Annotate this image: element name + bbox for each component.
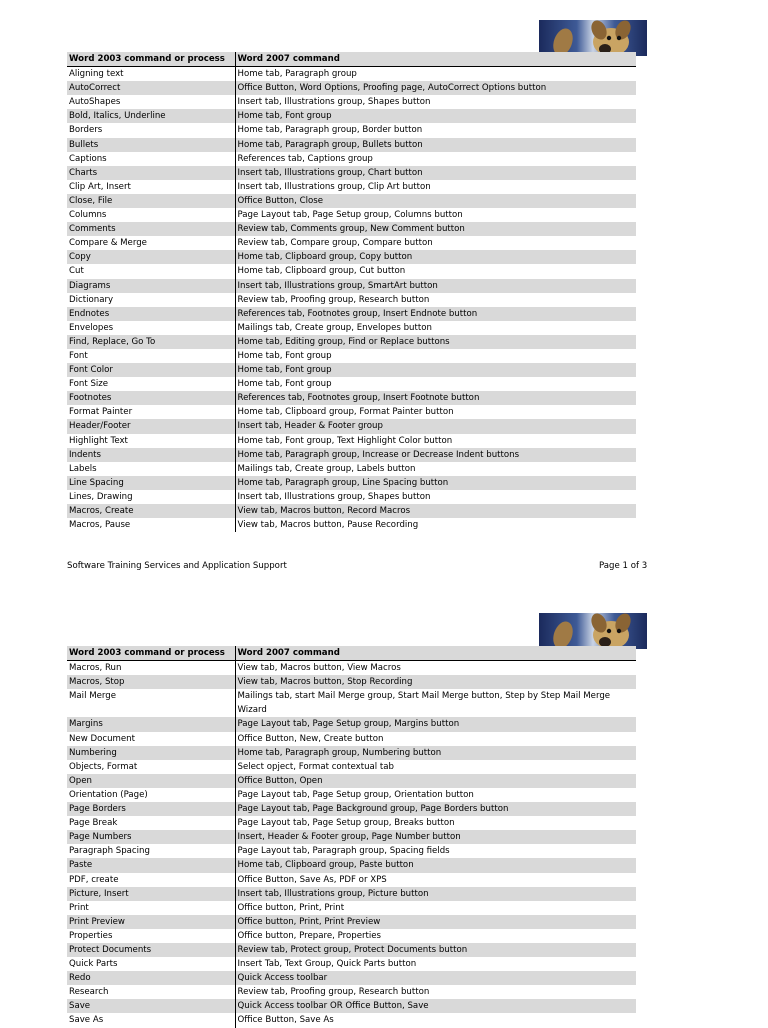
word-2007-command: Home tab, Font group, Text Highlight Color button bbox=[235, 434, 636, 448]
table-row bbox=[67, 858, 636, 872]
word-2003-command: Margins bbox=[67, 717, 235, 731]
table-row bbox=[67, 208, 636, 222]
table-row bbox=[67, 971, 636, 985]
word-2007-command: Insert tab, Illustrations group, Chart button bbox=[235, 166, 636, 180]
word-2003-command: Protect Documents bbox=[67, 943, 235, 957]
table-row bbox=[67, 929, 636, 943]
word-2003-command: Clip Art, Insert bbox=[67, 180, 235, 194]
table-row bbox=[67, 293, 636, 307]
word-2003-command: Macros, Stop bbox=[67, 675, 235, 689]
footer-page-number: Page 1 of 3 bbox=[599, 561, 648, 571]
word-2007-command: Page Layout tab, Paragraph group, Spacing fields bbox=[235, 844, 636, 858]
word-2007-command: Quick Access toolbar bbox=[235, 971, 636, 985]
word-2007-command: Insert tab, Illustrations group, SmartArt button bbox=[235, 279, 636, 293]
word-2007-command: Review tab, Protect group, Protect Documents button bbox=[235, 943, 636, 957]
word-2007-command: Insert, Header & Footer group, Page Number button bbox=[235, 830, 636, 844]
table-row bbox=[67, 321, 636, 335]
word-2007-command: References tab, Footnotes group, Insert Footnote button bbox=[235, 391, 636, 405]
word-2007-command: Home tab, Font group bbox=[235, 377, 636, 391]
word-2007-command: Insert Tab, Text Group, Quick Parts button bbox=[235, 957, 636, 971]
table-row bbox=[67, 816, 636, 830]
word-2007-command: Office Button, Close bbox=[235, 194, 636, 208]
word-2007-command: Review tab, Proofing group, Research button bbox=[235, 985, 636, 999]
word-2007-command: Office Button, New, Create button bbox=[235, 732, 636, 746]
dog-mascot-icon bbox=[539, 20, 647, 56]
table-row bbox=[67, 943, 636, 957]
table-row bbox=[67, 844, 636, 858]
table-row bbox=[67, 391, 636, 405]
word-2007-command: Insert tab, Header & Footer group bbox=[235, 419, 636, 433]
word-2007-command: Home tab, Clipboard group, Copy button bbox=[235, 250, 636, 264]
table-row bbox=[67, 746, 636, 760]
word-2007-command: Home tab, Paragraph group bbox=[235, 67, 636, 82]
word-2003-command: AutoCorrect bbox=[67, 81, 235, 95]
word-2007-command: Office Button, Open bbox=[235, 774, 636, 788]
table-row bbox=[67, 675, 636, 689]
word-2007-command: Home tab, Font group bbox=[235, 349, 636, 363]
table-row bbox=[67, 830, 636, 844]
word-2003-command: Page Borders bbox=[67, 802, 235, 816]
word-2007-command: Home tab, Paragraph group, Numbering button bbox=[235, 746, 636, 760]
table-row bbox=[67, 377, 636, 391]
word-2003-command: Charts bbox=[67, 166, 235, 180]
word-2007-command: Office button, Print, Print Preview bbox=[235, 915, 636, 929]
mascot-logo bbox=[539, 613, 647, 649]
word-2003-command: Quick Parts bbox=[67, 957, 235, 971]
word-2003-command: Font Color bbox=[67, 363, 235, 377]
table-row bbox=[67, 717, 636, 731]
word-2007-command: Insert tab, Illustrations group, Picture button bbox=[235, 887, 636, 901]
column-header-word-2007: Word 2007 command bbox=[235, 52, 636, 67]
word-2003-command: New Document bbox=[67, 732, 235, 746]
word-2007-command: Office Button, Save As bbox=[235, 1013, 636, 1027]
table-row bbox=[67, 802, 636, 816]
word-2003-command: Save As bbox=[67, 1013, 235, 1027]
word-2003-command: Macros, Create bbox=[67, 504, 235, 518]
word-2003-command: Bold, Italics, Underline bbox=[67, 109, 235, 123]
word-2007-command: Home tab, Paragraph group, Increase or Decrease Indent buttons bbox=[235, 448, 636, 462]
table-row bbox=[67, 873, 636, 887]
column-header-word-2007: Word 2007 command bbox=[235, 646, 636, 661]
table-row bbox=[67, 123, 636, 137]
word-2003-command: Objects, Format bbox=[67, 760, 235, 774]
word-2003-command: Macros, Pause bbox=[67, 518, 235, 532]
table-row bbox=[67, 490, 636, 504]
word-2003-command: Labels bbox=[67, 462, 235, 476]
document-page-2 bbox=[0, 590, 768, 1024]
table-row bbox=[67, 152, 636, 166]
table-row bbox=[67, 999, 636, 1013]
word-2003-command: Orientation (Page) bbox=[67, 788, 235, 802]
table-row bbox=[67, 335, 636, 349]
word-2007-command: Home tab, Font group bbox=[235, 363, 636, 377]
table-row bbox=[67, 476, 636, 490]
word-2003-command: Mail Merge bbox=[67, 689, 235, 717]
word-2003-command: Header/Footer bbox=[67, 419, 235, 433]
word-2003-command: Diagrams bbox=[67, 279, 235, 293]
table-row bbox=[67, 279, 636, 293]
word-2003-command: Format Painter bbox=[67, 405, 235, 419]
word-2003-command: Numbering bbox=[67, 746, 235, 760]
word-2003-command: Dictionary bbox=[67, 293, 235, 307]
column-header-word-2003: Word 2003 command or process bbox=[67, 646, 235, 661]
word-2003-command: Line Spacing bbox=[67, 476, 235, 490]
word-2007-command: Home tab, Font group bbox=[235, 109, 636, 123]
word-2007-command: Home tab, Clipboard group, Format Painter button bbox=[235, 405, 636, 419]
word-2003-command: Paragraph Spacing bbox=[67, 844, 235, 858]
word-2007-command: Home tab, Paragraph group, Border button bbox=[235, 123, 636, 137]
table-header-row bbox=[67, 52, 636, 67]
table-row bbox=[67, 661, 636, 676]
word-2007-command: Office Button, Save As, PDF or XPS bbox=[235, 873, 636, 887]
dog-mascot-icon bbox=[539, 613, 647, 649]
word-2003-command: Paste bbox=[67, 858, 235, 872]
word-2007-command: Mailings tab, start Mail Merge group, Start Mail Merge button, Step by Step Mail Merge Wizard bbox=[235, 689, 636, 717]
table-row bbox=[67, 180, 636, 194]
word-2007-command: Review tab, Compare group, Compare button bbox=[235, 236, 636, 250]
word-2007-command: Insert tab, Illustrations group, Shapes button bbox=[235, 490, 636, 504]
word-2003-command: Compare & Merge bbox=[67, 236, 235, 250]
word-2003-command: Properties bbox=[67, 929, 235, 943]
word-2007-command: Office button, Prepare, Properties bbox=[235, 929, 636, 943]
word-2003-command: Footnotes bbox=[67, 391, 235, 405]
table-row bbox=[67, 434, 636, 448]
table-row bbox=[67, 250, 636, 264]
table-row bbox=[67, 236, 636, 250]
word-2007-command: Review tab, Comments group, New Comment button bbox=[235, 222, 636, 236]
table-row bbox=[67, 1013, 636, 1027]
word-2003-command: Copy bbox=[67, 250, 235, 264]
table-row bbox=[67, 985, 636, 999]
word-2003-command: Endnotes bbox=[67, 307, 235, 321]
word-2003-command: Redo bbox=[67, 971, 235, 985]
table-row bbox=[67, 732, 636, 746]
table-row bbox=[67, 405, 636, 419]
word-2007-command: View tab, Macros button, View Macros bbox=[235, 661, 636, 676]
word-2003-command: Find, Replace, Go To bbox=[67, 335, 235, 349]
word-2007-command: Quick Access toolbar OR Office Button, Save bbox=[235, 999, 636, 1013]
word-2003-command: Bullets bbox=[67, 138, 235, 152]
table-row bbox=[67, 222, 636, 236]
table-row bbox=[67, 166, 636, 180]
word-2007-command: View tab, Macros button, Pause Recording bbox=[235, 518, 636, 532]
word-2003-command: Columns bbox=[67, 208, 235, 222]
word-2007-command: Office button, Print, Print bbox=[235, 901, 636, 915]
word-2003-command: Envelopes bbox=[67, 321, 235, 335]
word-2007-command: References tab, Footnotes group, Insert Endnote button bbox=[235, 307, 636, 321]
table-row bbox=[67, 194, 636, 208]
word-2007-command: Page Layout tab, Page Background group, Page Borders button bbox=[235, 802, 636, 816]
column-header-word-2003: Word 2003 command or process bbox=[67, 52, 235, 67]
word-2007-command: Office Button, Word Options, Proofing page, AutoCorrect Options button bbox=[235, 81, 636, 95]
table-row bbox=[67, 95, 636, 109]
word-2007-command: Page Layout tab, Page Setup group, Columns button bbox=[235, 208, 636, 222]
table-row bbox=[67, 915, 636, 929]
word-2003-command: PDF, create bbox=[67, 873, 235, 887]
table-row bbox=[67, 307, 636, 321]
word-2007-command: Page Layout tab, Page Setup group, Breaks button bbox=[235, 816, 636, 830]
table-row bbox=[67, 67, 636, 82]
table-row bbox=[67, 774, 636, 788]
word-2003-command: Research bbox=[67, 985, 235, 999]
table-row bbox=[67, 689, 636, 717]
table-header-row bbox=[67, 646, 636, 661]
table-row bbox=[67, 901, 636, 915]
word-2003-command: AutoShapes bbox=[67, 95, 235, 109]
word-2007-command: Review tab, Proofing group, Research button bbox=[235, 293, 636, 307]
word-2003-command: Close, File bbox=[67, 194, 235, 208]
word-2003-command: Print bbox=[67, 901, 235, 915]
word-2007-command: View tab, Macros button, Stop Recording bbox=[235, 675, 636, 689]
word-2003-command: Font bbox=[67, 349, 235, 363]
word-2003-command: Cut bbox=[67, 264, 235, 278]
word-2007-command: Page Layout tab, Page Setup group, Orientation button bbox=[235, 788, 636, 802]
word-2003-command: Font Size bbox=[67, 377, 235, 391]
command-table bbox=[67, 52, 636, 532]
word-2003-command: Page Break bbox=[67, 816, 235, 830]
word-2007-command: Select opject, Format contextual tab bbox=[235, 760, 636, 774]
word-2003-command: Borders bbox=[67, 123, 235, 137]
table-row bbox=[67, 81, 636, 95]
table-row bbox=[67, 788, 636, 802]
table-row bbox=[67, 138, 636, 152]
table-row bbox=[67, 448, 636, 462]
word-2007-command: Home tab, Paragraph group, Bullets button bbox=[235, 138, 636, 152]
word-2007-command: References tab, Captions group bbox=[235, 152, 636, 166]
mascot-logo bbox=[539, 20, 647, 56]
word-2003-command: Indents bbox=[67, 448, 235, 462]
word-2007-command: Mailings tab, Create group, Labels button bbox=[235, 462, 636, 476]
table-row bbox=[67, 760, 636, 774]
word-2003-command: Macros, Run bbox=[67, 661, 235, 676]
word-2003-command: Print Preview bbox=[67, 915, 235, 929]
word-2007-command: Home tab, Clipboard group, Cut button bbox=[235, 264, 636, 278]
word-2007-command: Home tab, Editing group, Find or Replace buttons bbox=[235, 335, 636, 349]
word-2007-command: Insert tab, Illustrations group, Shapes button bbox=[235, 95, 636, 109]
word-2003-command: Picture, Insert bbox=[67, 887, 235, 901]
table-row bbox=[67, 504, 636, 518]
table-row bbox=[67, 957, 636, 971]
word-2007-command: Home tab, Paragraph group, Line Spacing button bbox=[235, 476, 636, 490]
word-2003-command: Comments bbox=[67, 222, 235, 236]
word-2003-command: Aligning text bbox=[67, 67, 235, 82]
word-2007-command: Insert tab, Illustrations group, Clip Art button bbox=[235, 180, 636, 194]
table-row bbox=[67, 462, 636, 476]
word-2003-command: Save bbox=[67, 999, 235, 1013]
word-2007-command: Mailings tab, Create group, Envelopes button bbox=[235, 321, 636, 335]
table-row bbox=[67, 363, 636, 377]
word-2003-command: Captions bbox=[67, 152, 235, 166]
table-row bbox=[67, 518, 636, 532]
footer-organization: Software Training Services and Application Support bbox=[67, 561, 287, 571]
table-row bbox=[67, 349, 636, 363]
word-2007-command: Page Layout tab, Page Setup group, Margins button bbox=[235, 717, 636, 731]
word-2003-command: Page Numbers bbox=[67, 830, 235, 844]
table-row bbox=[67, 887, 636, 901]
table-row bbox=[67, 419, 636, 433]
word-2003-command: Open bbox=[67, 774, 235, 788]
word-2007-command: View tab, Macros button, Record Macros bbox=[235, 504, 636, 518]
word-2003-command: Lines, Drawing bbox=[67, 490, 235, 504]
word-2007-command: Home tab, Clipboard group, Paste button bbox=[235, 858, 636, 872]
command-table bbox=[67, 646, 636, 1028]
word-2003-command: Highlight Text bbox=[67, 434, 235, 448]
table-row bbox=[67, 264, 636, 278]
table-row bbox=[67, 109, 636, 123]
